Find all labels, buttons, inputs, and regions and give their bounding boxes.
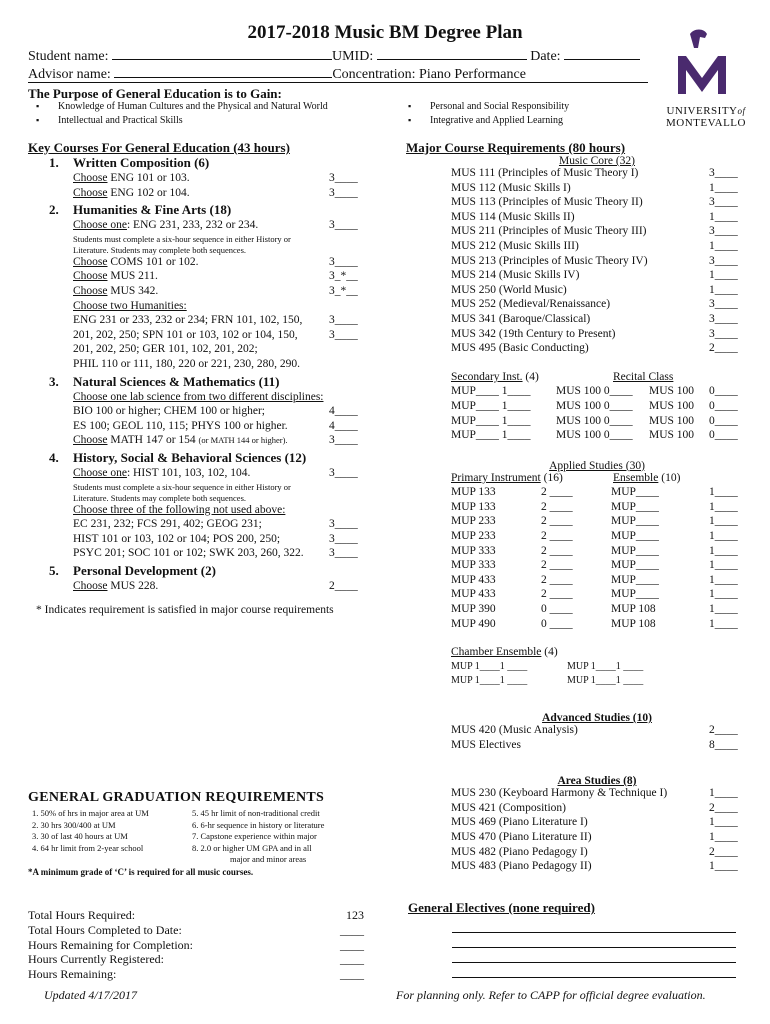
course-cell: 1____ [709,210,738,223]
purpose-heading: The Purpose of General Education is to Gain: [28,86,282,101]
course-cell: 3____ [709,167,738,179]
course-cell: MUP 1____1 ____ [567,660,644,672]
student-name-field[interactable] [112,47,332,60]
course-cell: 1____ [709,860,738,873]
course-row [451,486,743,501]
course-cell: 1____ [709,559,738,572]
course-cell: 2____ [709,342,738,355]
course-cell: MUS 100 0____ [556,429,633,442]
course-row [451,415,743,430]
course-row: Choose MUS 342. 3_*__ [73,284,358,297]
course-cell: MUS 421 (Composition) [451,801,567,814]
course-cell: MUP 433 [451,573,496,586]
course-cell: MUP____ 1____ [451,385,531,398]
course-cell: MUP 390 [451,603,496,616]
purpose-item: ▪ Knowledge of Human Cultures and the Physical and Natural World [58,101,328,112]
ggr-list-left: 1. 50% of hrs in major area at UM 2. 30 hrs 300/400 at UM 3. 30 of last 40 hours at UM 4. 64 hr limit from 2-year school [32,808,149,853]
course-cell: 1____ [709,486,738,499]
umid-field[interactable] [377,47,527,60]
course-cell: 1____ [709,787,738,800]
course-cell: 2____ [709,724,738,736]
course-cell: 3____ [709,196,738,209]
course-cell: 8____ [709,738,738,751]
course-cell: 1____ [709,269,738,282]
course-row: ENG 231 or 233, 232 or 234; FRN 101, 102, 150, 3____ [73,314,358,327]
date-field[interactable] [564,47,640,60]
course-row: Choose MUS 228. 2____ [73,579,358,592]
course-cell: 0 ____ [541,617,573,630]
course-row: Choose three of the following not used above: [73,503,286,516]
course-cell: MUS 100 [649,385,695,398]
course-row [451,225,743,240]
course-row [451,831,743,846]
course-cell: MUP____ [611,500,659,513]
logo-of: of [737,106,746,116]
course-cell: MUS 482 (Piano Pedagogy I) [451,845,588,858]
course-cell: MUP____ [611,588,659,601]
category-number: 3. [49,373,59,389]
course-cell: MUP____ [611,544,659,557]
applied-list [451,486,743,632]
applied-header: Primary Instrument (16) Ensemble (10) [451,471,681,484]
course-row: Choose one: ENG 231, 233, 232 or 234. 3____ [73,219,358,232]
course-row [451,182,743,197]
course-cell: MUP____ [611,530,659,543]
course-cell: 2 ____ [541,500,573,513]
course-cell: 2 ____ [541,486,573,499]
course-row [451,167,743,182]
course-cell: MUS 495 (Basic Conducting) [451,342,589,355]
course-cell: 2 ____ [541,544,573,557]
course-cell: 1____ [709,588,738,601]
course-row: Choose COMS 101 or 102. 3____ [73,255,358,268]
area-heading: Area Studies (8) [557,775,637,788]
course-row [451,196,743,211]
course-row [451,298,743,313]
course-row: Choose ENG 102 or 104. 3____ [73,186,358,199]
gen-ed-heading: Key Courses For General Education (43 hours) [28,140,290,155]
course-cell: MUS 470 (Piano Literature II) [451,830,592,843]
course-cell: 2 ____ [541,588,573,601]
advisor-name-label: Advisor name: [28,67,111,82]
totals-labels: Total Hours Required: Total Hours Completed to Date: Hours Remaining for Completion: Hours Currently Registered: Hours Remaining: [28,908,193,982]
secondary-list [451,385,743,443]
category-number: 5. [49,562,59,578]
course-cell: 0____ [709,429,738,442]
secondary-header: Secondary Inst. (4) Recital Class [451,370,674,383]
course-cell: MUS Electives [451,738,521,751]
course-row [451,816,743,831]
course-cell: 2 ____ [541,559,573,572]
course-row [451,545,743,560]
course-row [451,313,743,328]
course-row [451,400,743,415]
student-name-label: Student name: [28,49,109,64]
course-cell: MUP____ 1____ [451,414,531,427]
course-cell: 0____ [709,399,738,412]
course-row: Choose ENG 101 or 103. 3____ [73,172,358,184]
course-cell: MUS 114 (Music Skills II) [451,210,575,223]
course-cell: MUP____ [611,486,659,499]
course-cell: MUS 214 (Music Skills IV) [451,269,580,282]
course-cell: MUP____ [611,573,659,586]
course-row [451,618,743,633]
course-cell: 1____ [709,181,738,194]
course-row [451,501,743,516]
course-cell: 1____ [709,573,738,586]
course-row [451,255,743,270]
course-row [451,661,743,676]
logo-line1: UNIVERSITY [666,105,738,117]
logo-line2: MONTEVALLO [666,117,746,129]
concentration-label: Concentration: Piano Performance [332,67,526,82]
course-row [451,724,743,739]
course-row [451,284,743,299]
course-row: Choose one: HIST 101, 103, 102, 104. 3____ [73,466,358,479]
ggr-list-right: 5. 45 hr limit of non-traditional credit 6. 6-hr sequence in history or literature 7. Capstone experience within major 8. 2.0 or higher UM GPA and in all major and minor areas [192,808,325,864]
area-list [451,787,743,875]
course-cell: MUS 100 0____ [556,399,633,412]
course-row: HIST 101 or 103, 102 or 104; POS 200, 250; 3____ [73,532,358,545]
header-divider [28,82,648,83]
major-courses [451,155,743,875]
course-cell: 1____ [709,617,738,630]
category-number: 2. [49,202,59,218]
course-cell: 1____ [709,816,738,829]
course-cell: 0____ [709,385,738,398]
course-cell: 1____ [709,544,738,557]
course-cell: 3____ [709,254,738,267]
course-row: Choose one lab science from two different disciplines: [73,390,324,403]
course-row [451,860,743,875]
course-row [451,675,743,690]
course-row: Choose MUS 211. 3_*__ [73,270,358,283]
course-row [451,603,743,618]
planning-note: For planning only. Refer to CAPP for official degree evaluation. [396,988,706,1002]
course-cell: MUS 483 (Piano Pedagogy II) [451,860,592,873]
course-row: EC 231, 232; FCS 291, 402; GEOG 231; 3____ [73,518,358,531]
course-row [451,269,743,284]
course-row [451,530,743,545]
course-row [451,328,743,343]
course-row [451,739,743,754]
course-row [451,385,743,400]
course-cell: MUS 469 (Piano Literature I) [451,816,588,829]
course-cell: MUP 233 [451,530,496,543]
elective-line[interactable] [452,977,736,978]
course-row: PSYC 201; SOC 101 or 102; SWK 203, 260, 322. 3____ [73,547,358,560]
course-row [451,787,743,802]
course-cell: MUP 1____1 ____ [451,660,528,672]
course-cell: MUP 1____1 ____ [567,675,644,687]
course-cell: MUS 213 (Principles of Music Theory IV) [451,254,648,267]
course-cell: 1____ [709,239,738,252]
course-cell: 1____ [709,530,738,543]
course-cell: 0____ [709,414,738,427]
course-cell: MUP 433 [451,588,496,601]
course-cell: MUP____ [611,559,659,572]
course-cell: MUP 1____1 ____ [451,675,528,687]
advanced-heading: Advanced Studies (10) [542,712,652,724]
chamber-header: Chamber Ensemble (4) [451,646,558,659]
course-cell: 2____ [709,801,738,814]
course-row [451,342,743,357]
course-cell: MUS 100 0____ [556,385,633,398]
course-cell: MUS 100 0____ [556,414,633,427]
category-number: 4. [49,449,59,465]
course-cell: 3____ [709,327,738,340]
course-cell: 3____ [709,312,738,325]
university-logo [660,28,752,129]
sequence-note: Students must complete a six-hour sequence in either History or Literature. Students may complete both sequences. [73,233,291,255]
course-cell: 1____ [709,515,738,528]
course-cell: 1____ [709,830,738,843]
course-cell: 1____ [709,603,738,616]
course-cell: MUP 490 [451,617,496,630]
course-row: PHIL 110 or 111, 180, 220 or 221, 230, 280, 290. [73,357,301,370]
updated-date: Updated 4/17/2017 [44,988,137,1002]
category-title: Humanities & Fine Arts (18) [73,202,232,218]
course-cell: MUP 108 [611,617,656,630]
category-number: 1. [49,155,59,170]
header-row-2 [28,65,526,83]
header-row-1 [28,47,640,65]
elective-line[interactable] [452,932,736,933]
music-core-list [451,167,743,357]
purpose-item: ▪ Personal and Social Responsibility [430,101,569,112]
course-row [451,515,743,530]
category-title: History, Social & Behavioral Sciences (12) [73,449,307,465]
ggr-heading: GENERAL GRADUATION REQUIREMENTS [28,790,325,805]
course-cell: MUS 342 (19th Century to Present) [451,327,616,340]
course-row: BIO 100 or higher; CHEM 100 or higher; 4____ [73,405,358,418]
course-cell: 2 ____ [541,515,573,528]
course-cell: 3____ [709,298,738,311]
course-row [451,240,743,255]
course-row: 201, 202, 250; GER 101, 102, 201, 202; [73,343,258,356]
major-heading: Major Course Requirements (80 hours) [406,140,626,155]
gen-ed-courses [49,154,363,594]
course-cell: MUP____ [611,515,659,528]
course-cell: MUS 212 (Music Skills III) [451,239,579,252]
course-cell: MUS 420 (Music Analysis) [451,724,578,736]
electives-heading: General Electives (none required) [408,900,595,915]
course-cell: MUS 113 (Principles of Music Theory II) [451,196,643,209]
music-core-heading: Music Core (32) [558,155,635,167]
elective-line[interactable] [452,962,736,963]
course-row [451,211,743,226]
course-cell: MUS 112 (Music Skills I) [451,181,571,194]
course-row: Choose two Humanities: [73,299,187,312]
totals-values: 123 ____ ____ ____ ____ [340,908,364,982]
course-row [451,846,743,861]
category-title: Natural Sciences & Mathematics (11) [73,373,280,389]
advisor-name-field[interactable] [114,65,332,78]
course-cell: MUP 233 [451,515,496,528]
course-cell: MUS 252 (Medieval/Renaissance) [451,298,611,311]
course-cell: MUP 108 [611,603,656,616]
chamber-list [451,661,743,690]
course-cell: 1____ [709,283,738,296]
course-cell: 3____ [709,225,738,238]
category-title: Written Composition (6) [73,155,210,170]
course-cell: MUS 250 (World Music) [451,283,567,296]
course-row: 201, 202, 250; SPN 101 or 103, 102 or 104, 150, 3____ [73,328,358,341]
date-label: Date: [530,49,561,64]
course-cell: MUP 133 [451,486,496,499]
course-cell: 0 ____ [541,603,573,616]
course-cell: MUP____ 1____ [451,399,531,412]
course-row: Choose MATH 147 or 154 (or MATH 144 or higher). 3____ [73,434,358,447]
asterisk-note: * Indicates requirement is satisfied in major course requirements [36,604,334,616]
course-row [451,574,743,589]
category-title: Personal Development (2) [73,562,216,578]
course-cell: 2____ [709,845,738,858]
course-row [451,429,743,444]
course-cell: MUS 230 (Keyboard Harmony & Technique I) [451,787,668,800]
course-row [451,802,743,817]
elective-line[interactable] [452,947,736,948]
course-cell: 2 ____ [541,530,573,543]
course-cell: MUS 111 (Principles of Music Theory I) [451,167,639,179]
course-row [451,588,743,603]
page-title: 2017-2018 Music BM Degree Plan [247,22,523,43]
min-grade-note: *A minimum grade of ‘C’ is required for all music courses. [28,867,254,877]
course-cell: MUS 341 (Baroque/Classical) [451,312,591,325]
advanced-list [451,724,743,753]
course-row [451,559,743,574]
applied-heading: Applied Studies (30) [549,459,645,472]
umid-label: UMID: [332,49,374,64]
purpose-item: ▪ Intellectual and Practical Skills [58,115,183,126]
course-cell: MUP____ 1____ [451,429,531,442]
sequence-note: Students must complete a six-hour sequence in either History or Literature. Students may complete both sequences. [73,481,291,503]
course-cell: MUS 100 [649,429,695,442]
course-cell: MUP 333 [451,559,496,572]
course-cell: MUS 211 (Principles of Music Theory III) [451,225,647,238]
course-cell: 1____ [709,500,738,513]
course-cell: MUP 133 [451,500,496,513]
course-cell: MUS 100 [649,414,695,427]
course-cell: MUS 100 [649,399,695,412]
course-cell: MUP 333 [451,544,496,557]
montevallo-falcon-icon [660,28,752,98]
course-row: ES 100; GEOL 110, 115; PHYS 100 or higher. 4____ [73,419,358,432]
purpose-item: ▪ Integrative and Applied Learning [430,115,563,126]
course-cell: 2 ____ [541,573,573,586]
